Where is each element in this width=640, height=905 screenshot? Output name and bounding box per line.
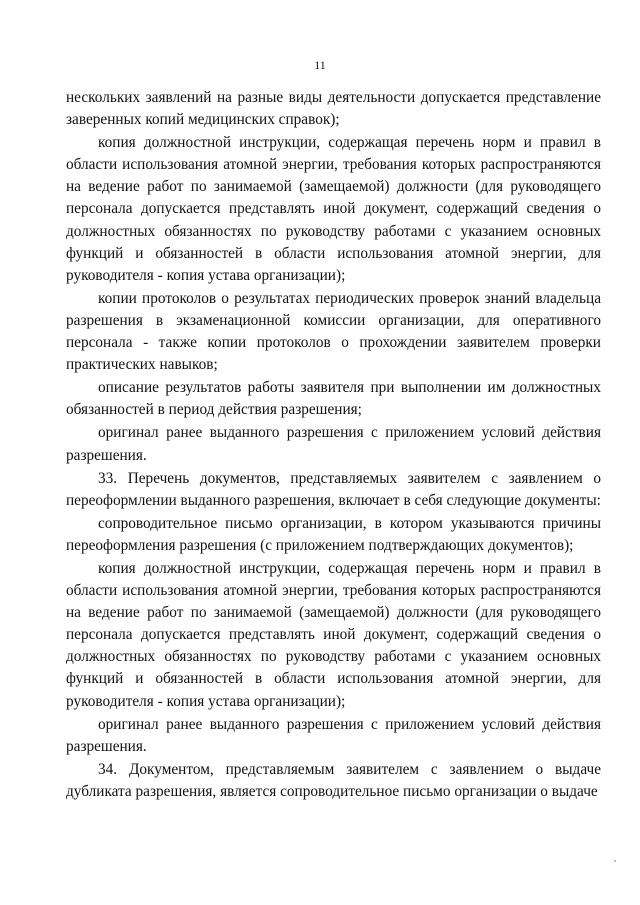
paragraph-original-permit: оригинал ранее выданного разрешения с приложением условий действия разрешения. <box>66 424 601 464</box>
document-body <box>66 87 601 804</box>
paragraph-item-33: 33. Перечень документов, представляемых заявителем с заявлением о переоформлении выданного разрешения, включает в себя следующие документы: <box>66 469 601 509</box>
paragraph-cover-letter: сопроводительное письмо организации, в котором указываются причины переоформления разрешения (с приложением подтверждающих документов); <box>66 514 601 554</box>
paragraph-work-results-description: описание результатов работы заявителя при выполнении им должностных обязанностей в период действия разрешения; <box>66 379 601 419</box>
paragraph-original-permit-2: оригинал ранее выданного разрешения с приложением условий действия разрешения. <box>66 715 601 755</box>
scan-mark <box>614 860 616 862</box>
paragraph-job-instruction-copy: копия должностной инструкции, содержащая перечень норм и правил в области использования атомной энергии, требования которых распространяются на ведение работ по занимаемой (замещаемой) должности (для руководящего персонала допускается представлять иной документ, содержащий сведения о должностных обязанностях по руководству работами с указанием основных функций и обязанностей в области использования атомной энергии, для руководителя - копия устава организации); <box>66 134 601 284</box>
paragraph-knowledge-check-protocols: копии протоколов о результатах периодических проверок знаний владельца разрешения в экзаменационной комиссии организации, для оперативного персонала - также копии протоколов о прохождении заявителем проверки практических навыков; <box>66 289 601 374</box>
page-number: 11 <box>314 58 326 72</box>
paragraph-item-34: 34. Документом, представляемым заявителем с заявлением о выдаче дубликата разрешения, является сопроводительное письмо организации о выдаче <box>66 760 601 800</box>
paragraph-continuation: нескольких заявлений на разные виды деятельности допускается представление заверенных копий медицинских справок); <box>66 89 601 129</box>
paragraph-job-instruction-copy-2: копия должностной инструкции, содержащая перечень норм и правил в области использования атомной энергии, требования которых распространяются на ведение работ по занимаемой (замещаемой) должности (для руководящего персонала допускается представлять иной документ, содержащий сведения о должностных обязанностях по руководству работами с указанием основных функций и обязанностей в области использования атомной энергии, для руководителя - копия устава организации); <box>66 559 601 710</box>
